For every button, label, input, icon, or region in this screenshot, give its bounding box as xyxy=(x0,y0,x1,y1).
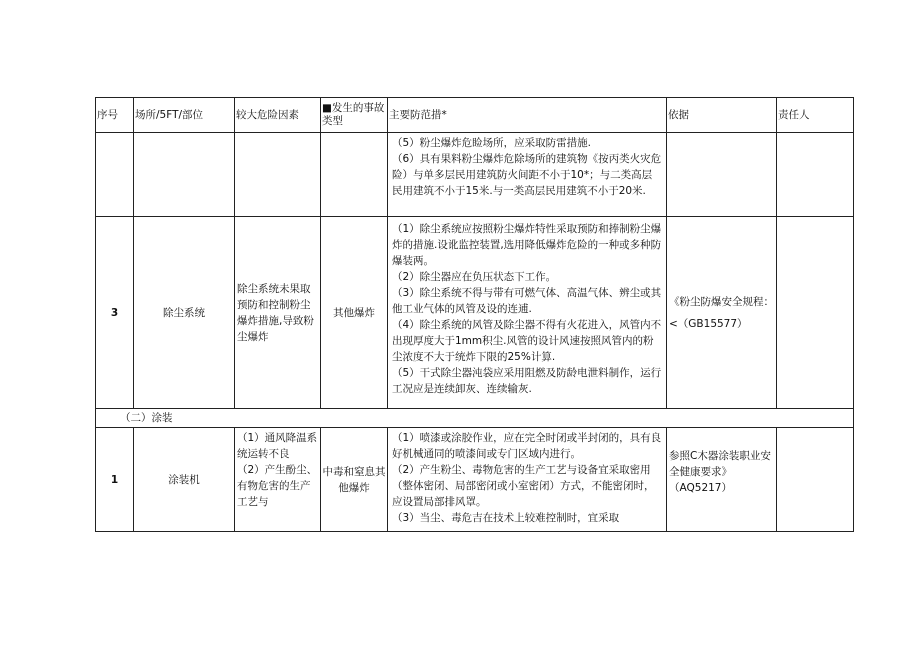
row-accident: 中毒和窒息其他爆炸 xyxy=(321,428,388,532)
row-measures xyxy=(388,217,667,409)
cont-responsible xyxy=(777,133,854,217)
cont-no xyxy=(96,133,134,217)
measure-item: （5）粉尘爆炸危睑场所，应采取防雷措施. xyxy=(392,137,592,149)
row-basis: 参照C木器涂装职业安全健康要求》（AQ5217） xyxy=(667,428,777,532)
row-responsible xyxy=(777,217,854,409)
hazard-item: （1）通风降温系统运转不良 xyxy=(237,432,318,460)
row-hazard xyxy=(235,428,321,532)
header-no: 序号 xyxy=(96,98,134,133)
cont-measures xyxy=(388,133,667,217)
cont-hazard xyxy=(235,133,321,217)
cont-location xyxy=(134,133,235,217)
table-row xyxy=(96,428,854,532)
row-measures xyxy=(388,428,667,532)
header-measures: 主要防范措* xyxy=(388,98,667,133)
header-hazard: 较大危险因素 xyxy=(235,98,321,133)
row-location: 除尘系统 xyxy=(134,217,235,409)
continuation-row xyxy=(96,133,854,217)
row-no: 3 xyxy=(96,217,134,409)
measure-item: （4）除尘系统的风管及除尘器不得有火花进入，风管内不出现厚度大于1mm积尘.风管的设计风速按照风管内的粉尘浓度不大于统炸下限的25%计算. xyxy=(392,319,662,363)
table-row xyxy=(96,217,854,409)
measure-item: （3）当尘、毒危吉在技术上较难控制时，宜采取 xyxy=(392,512,620,524)
hazard-table xyxy=(95,97,854,532)
header-accident: ■发生的事故类型 xyxy=(321,98,388,133)
measure-item: （3）除尘系统不得与带有可燃气体、高温气体、辨尘或其他工业气体的风管及设的连逋. xyxy=(392,287,662,315)
hazard-item: （2）产生酚尘、有物危害的生产工艺与 xyxy=(237,464,318,508)
measure-item: （2）除尘器应在负压状态下工作。 xyxy=(392,271,557,283)
measure-item: （6）具有果料粉尘爆炸危除场所的建筑物《按丙类火灾危险）与单多层民用建筑防火间距不小于10*；与二类高层民用建筑不小于15米.与一类高层民用建筑不小于20米. xyxy=(392,153,662,197)
row-hazard: 除尘系统未果取预防和控制粉尘爆炸措施,导致粉尘爆炸 xyxy=(235,217,321,409)
measure-item: （1）除尘系统应按照粉尘爆炸特性采取预防和捧制粉尘爆炸的措施.设讹监控装置,选用降低爆炸危险的一种或多种防爆装两。 xyxy=(392,223,662,267)
header-location: 场所/5FT/部位 xyxy=(134,98,235,133)
section-header-row xyxy=(96,409,854,428)
section-title: （二）涂装 xyxy=(96,409,854,428)
row-responsible xyxy=(777,428,854,532)
header-row xyxy=(96,98,854,133)
measure-item: （2）产生粉尘、毒物危害的生产工艺与设备宜采取密用（整体密闭、局部密闭或小室密闭）方式，不能密闭时，应设置局部排风罩。 xyxy=(392,464,655,508)
header-basis: 依据 xyxy=(667,98,777,133)
cont-accident xyxy=(321,133,388,217)
measure-item: （1）喷漆或涂胶作业，应在完全时闭或半封闭的，具有良好机械通同的喷漆间或专门区域内进行。 xyxy=(392,432,662,460)
row-accident: 其他爆炸 xyxy=(321,217,388,409)
measure-item: （5）干式除尘器沌袋应采用阻燃及防龄电泄料制作，运行工况应是连续卸灰、连续输灰. xyxy=(392,367,662,395)
header-responsible: 责任人 xyxy=(777,98,854,133)
cont-basis xyxy=(667,133,777,217)
row-no: 1 xyxy=(96,428,134,532)
row-location: 涂装机 xyxy=(134,428,235,532)
row-basis: 《粉尘防爆安全规程：<（GB15577） xyxy=(667,217,777,409)
